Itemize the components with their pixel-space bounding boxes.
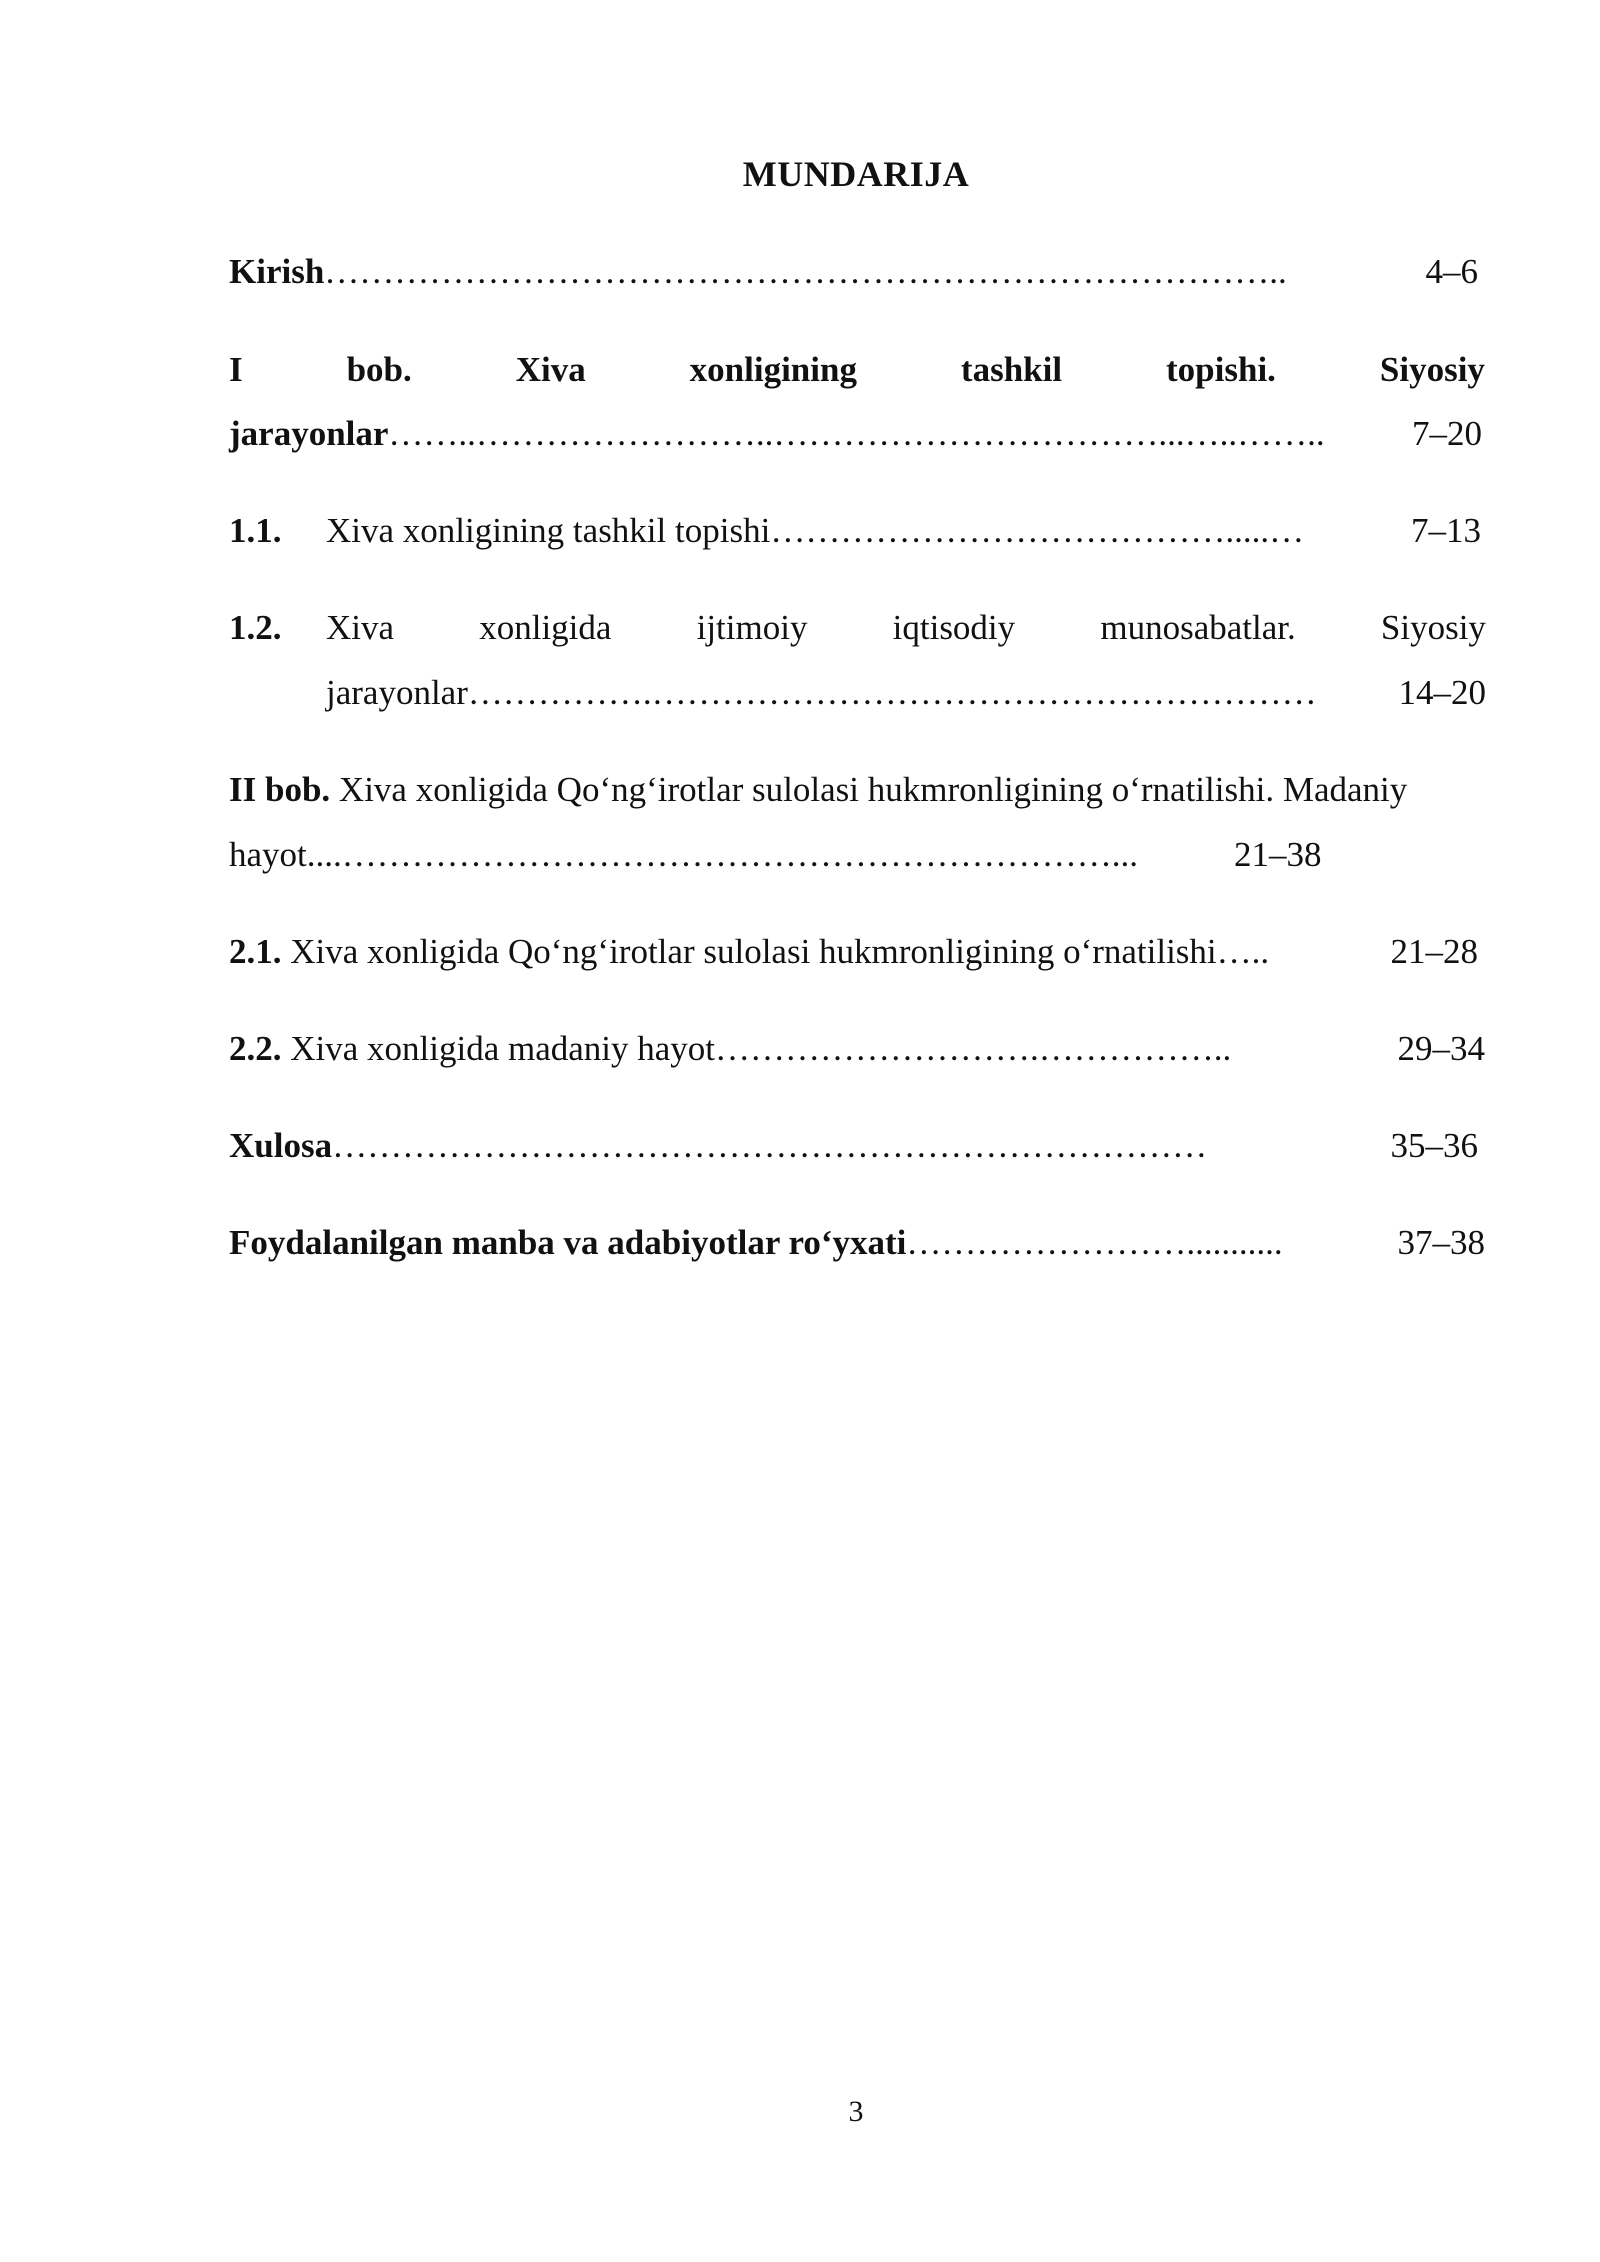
toc-leader-dots: ………………………………………………………………………..: [324, 252, 1287, 291]
toc-entry-label: Xiva xonligida Qo‘ng‘irotlar sulolasi hukmronligining o‘rnatilishi…..: [281, 932, 1270, 971]
toc-word: Xiva: [515, 350, 586, 389]
toc-word: Siyosiy: [1380, 608, 1486, 647]
page-number: 3: [848, 2095, 864, 2128]
toc-entry-section-1-2-heading: [326, 606, 1486, 650]
toc-entry-bibliography: [229, 1221, 1485, 1265]
toc-page-range: 7–20: [1412, 414, 1482, 453]
toc-leader-dots: …………………………………………………………………: [332, 1126, 1208, 1165]
toc-word: ijtimoiy: [696, 608, 808, 647]
toc-entry-chapter-1-heading: [229, 348, 1485, 392]
toc-entry-label: Kirish: [229, 252, 325, 291]
toc-leader-dots: ………………………………….....…: [770, 511, 1305, 550]
toc-entry-label: jarayonlar: [229, 414, 389, 453]
toc-entry-section-2-2: [229, 1027, 1485, 1071]
toc-page-range: 29–34: [1397, 1029, 1485, 1068]
toc-entry-kirish: [229, 250, 1485, 294]
toc-section-number: 2.1.: [229, 932, 282, 971]
toc-entry-chapter-2-heading: [229, 768, 1485, 812]
toc-word: bob.: [346, 350, 412, 389]
toc-word: Siyosiy: [1379, 350, 1485, 389]
toc-page-range: 4–6: [1425, 252, 1478, 291]
page-title: MUNDARIJA: [742, 154, 970, 194]
toc-section-number: 2.2.: [229, 1029, 282, 1068]
toc-entry-section-1-1: [326, 509, 1486, 553]
toc-entry-xulosa: [229, 1124, 1485, 1168]
toc-leader-dots: ……………………...........: [906, 1223, 1283, 1262]
toc-section-number: 1.2.: [229, 608, 282, 647]
toc-word: xonligida: [479, 608, 612, 647]
toc-entry-section-1-2-continuation: [326, 671, 1486, 715]
toc-entry-chapter-1-continuation: [229, 412, 1485, 456]
toc-word: xonligining: [689, 350, 857, 389]
toc-entry-label: Xiva xonligida madaniy hayot: [281, 1029, 716, 1068]
toc-entry-label: hayot: [229, 835, 307, 874]
toc-word: munosabatlar.: [1100, 608, 1296, 647]
toc-section-number: 1.1.: [229, 511, 282, 550]
toc-word: topishi.: [1166, 350, 1276, 389]
toc-word: iqtisodiy: [892, 608, 1016, 647]
toc-page-range: 7–13: [1411, 511, 1481, 550]
toc-word: tashkil: [960, 350, 1063, 389]
toc-page-range: 35–36: [1390, 1126, 1478, 1165]
toc-word: Xiva: [326, 608, 395, 647]
toc-page-range: 37–38: [1397, 1223, 1485, 1262]
toc-word: I: [229, 350, 243, 389]
toc-page-range: 21–28: [1390, 932, 1478, 971]
toc-chapter-label: II bob.: [229, 770, 331, 809]
toc-page-range: 21–38: [1234, 835, 1322, 874]
toc-entry-label: Xiva xonligining tashkil topishi: [326, 511, 771, 550]
toc-entry-label: jarayonlar: [326, 673, 468, 712]
toc-entry-label: Foydalanilgan manba va adabiyotlar ro‘yxati: [229, 1223, 907, 1262]
toc-entry-chapter-2-continuation: [229, 833, 1485, 877]
toc-chapter-title: Xiva xonligida Qo‘ng‘irotlar sulolasi hukmronligining o‘rnatilishi. Madaniy: [330, 770, 1408, 809]
toc-entry-label: Xulosa: [229, 1126, 333, 1165]
toc-leader-dots: ....…………………………………………………………...: [306, 835, 1139, 874]
toc-leader-dots: ……..……………………..……………………………...…..……..: [388, 414, 1325, 453]
toc-leader-dots: …………….…………………………………………………: [467, 673, 1317, 712]
toc-entry-section-2-1: [229, 930, 1485, 974]
toc-leader-dots: ……………………….……………..: [715, 1029, 1232, 1068]
toc-page-range: 14–20: [1398, 673, 1486, 712]
